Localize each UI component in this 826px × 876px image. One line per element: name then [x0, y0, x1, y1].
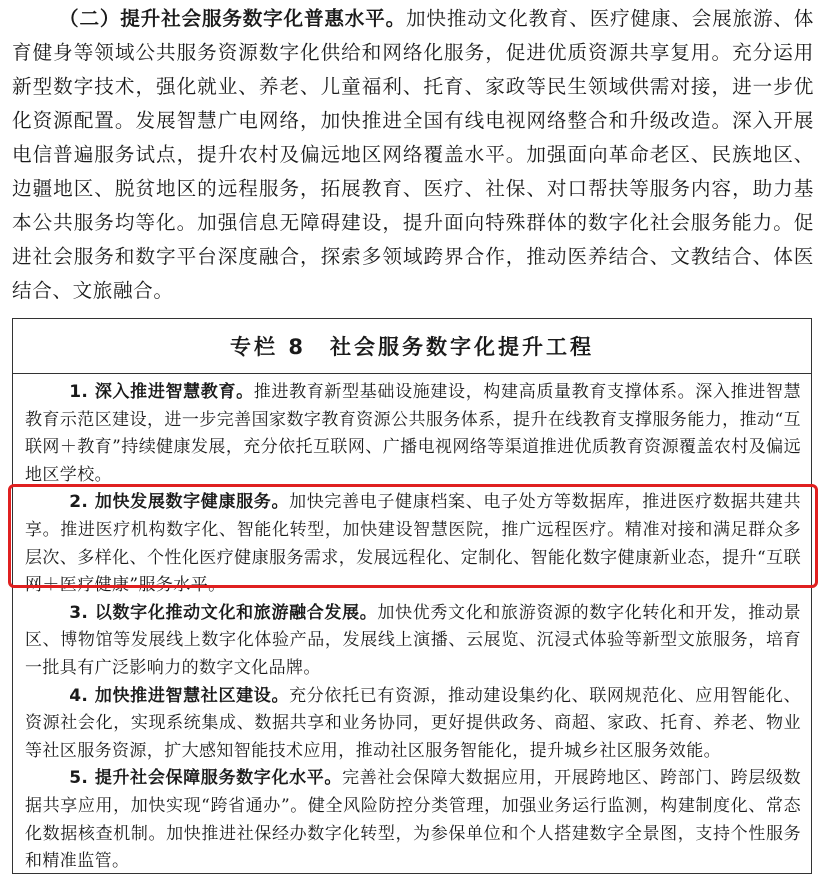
column-header	[13, 319, 811, 374]
intro-heading: （二）提升社会服务数字化普惠水平。	[59, 7, 407, 30]
column-body	[25, 379, 801, 876]
list-item-3	[25, 600, 801, 683]
item-heading: 3. 以数字化推动文化和旅游融合发展。	[69, 602, 378, 623]
item-text: 推进教育新型基础设施建设，构建高质量教育支撑体系。深入推进智慧教育示范区建设，进一步完善国家数字教育资源公共服务体系，提升在线教育支撑服务能力，推动“互联网＋教育”持续健康发展，充分依托互联网、广播电视网络等渠道推进优质教育资源覆盖农村及偏远地区学校。	[25, 382, 801, 485]
item-heading: 4. 加快推进智慧社区建设。	[69, 685, 290, 706]
item-heading: 5. 提升社会保障服务数字化水平。	[69, 768, 343, 789]
list-item-1	[25, 379, 801, 489]
item-text: 充分依托已有资源，推动建设集约化、联网规范化、应用智能化、资源社会化，实现系统集成、数据共享和业务协同，更好提供政务、商超、家政、托育、养老、物业等社区服务资源，扩大感知智能技术应用，推动社区服务智能化，提升城乡社区服务效能。	[25, 685, 801, 761]
list-item-2	[25, 489, 801, 599]
item-text: 加快优秀文化和旅游资源的数字化转化和开发，推动景区、博物馆等发展线上数字化体验产品，发展线上演播、云展览、沉浸式体验等新型文旅服务，培育一批具有广泛影响力的数字文化品牌。	[25, 602, 801, 678]
list-item-4	[25, 683, 801, 766]
item-heading: 1. 深入推进智慧教育。	[69, 382, 254, 402]
item-heading: 2. 加快发展数字健康服务。	[69, 492, 290, 513]
column-box	[12, 318, 812, 874]
column-title: 专栏 8 社会服务数字化提升工程	[230, 335, 594, 359]
intro-text: 加快推动文化教育、医疗健康、会展旅游、体育健身等领域公共服务资源数字化供给和网络化服务，促进优质资源共享复用。充分运用新型数字技术，强化就业、养老、儿童福利、托育、家政等民生领域供需对接，进一步优化资源配置。发展智慧广电网络，加快推进全国有线电视网络整合和升级改造。深入开展电信普遍服务试点，提升农村及偏远地区网络覆盖水平。加强面向革命老区、民族地区、边疆地区、脱贫地区的远程服务，拓展教育、医疗、社保、对口帮扶等服务内容，助力基本公共服务均等化。加强信息无障碍建设，提升面向特殊群体的数字化社会服务能力。促进社会服务和数字平台深度融合，探索多领域跨界合作，推动医养结合、文教结合、体医结合、文旅融合。	[12, 7, 815, 302]
list-item-5	[25, 765, 801, 875]
intro-paragraph	[12, 2, 814, 308]
item-text: 加快完善电子健康档案、电子处方等数据库，推进医疗数据共建共享。推进医疗机构数字化、智能化转型，加快建设智慧医院，推广远程医疗。精准对接和满足群众多层次、多样化、个性化医疗健康服务需求，发展远程化、定制化、智能化数字健康新业态，提升“互联网＋医疗健康”服务水平。	[25, 492, 801, 596]
item-text: 完善社会保障大数据应用，开展跨地区、跨部门、跨层级数据共享应用，加快实现“跨省通办”。健全风险防控分类管理，加强业务运行监测，构建制度化、常态化数据核查机制。加快推进社保经办数字化转型，为参保单位和个人搭建数字全景图，支持个性服务和精准监管。	[25, 768, 801, 872]
